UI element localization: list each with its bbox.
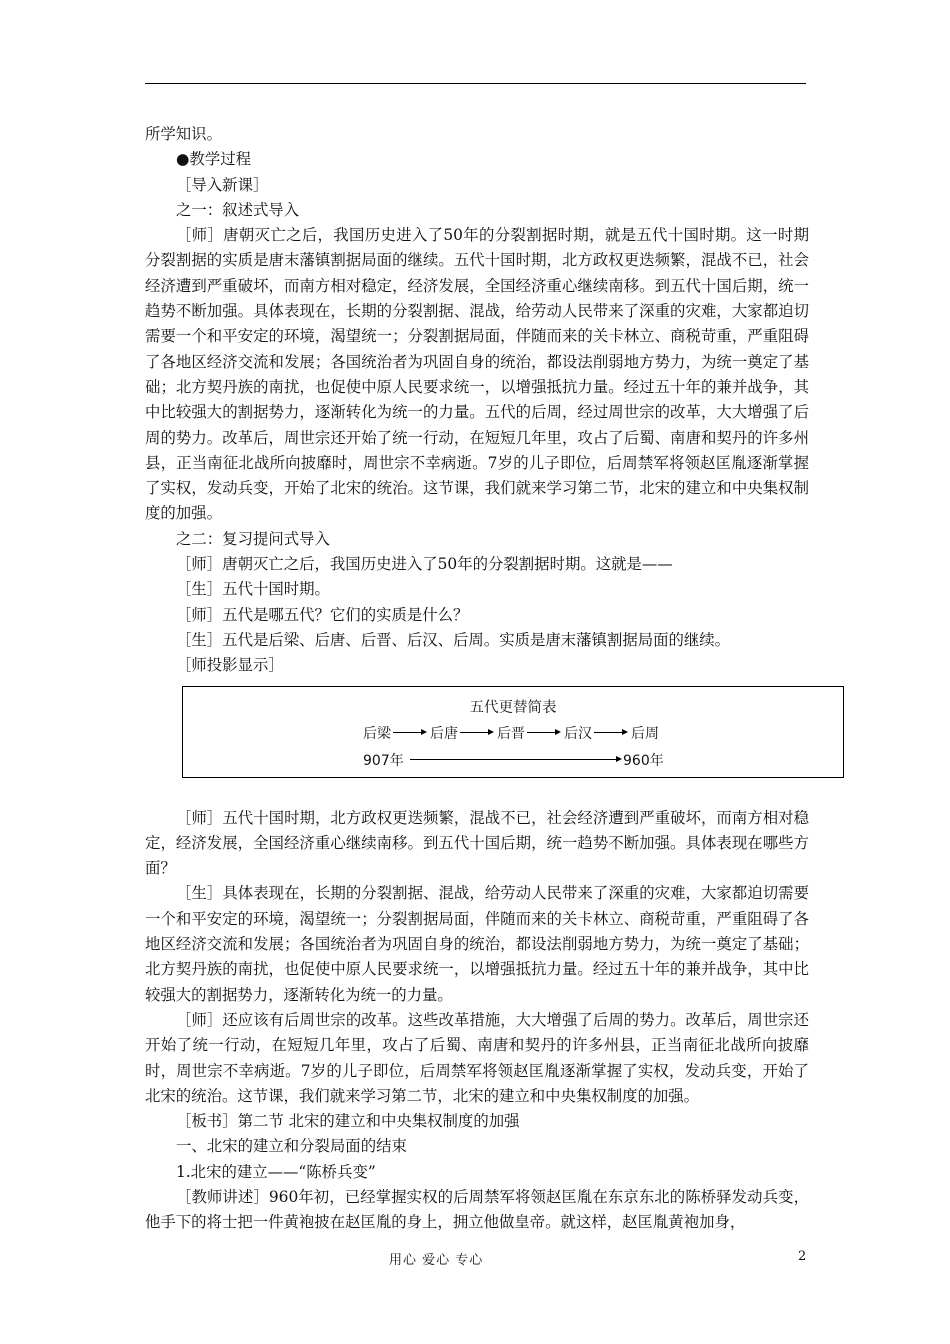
dynasty-succession-table: [182, 686, 844, 778]
paragraph: ［生］五代是后梁、后唐、后晋、后汉、后周。实质是唐末藩镇割据局面的继续。: [176, 630, 731, 649]
succession-arrow: [460, 732, 492, 733]
paragraph: ［师］唐朝灭亡之后，我国历史进入了50年的分裂割据时期。这就是——: [176, 555, 673, 574]
paragraph: 一、北宋的建立和分裂局面的结束: [176, 1137, 407, 1156]
dynasty-label: 后汉: [564, 725, 592, 742]
paragraph: ［师］唐朝灭亡之后，我国历史进入了50年的分裂割据时期，就是五代十国时期。这一时期分裂割据的实质是唐末藩镇割据局面的继续。五代十国时期，北方政权更迭频繁，混战不已，社会经济遭到严重破坏，而南方相对稳定，经济发展，全国经济重心继续南移。到五代十国后期，统一趋势不断加强。具体表现在，长期的分裂割据、混战，给劳动人民带来了深重的灾难，大家都迫切需要一个和平安定的环境，渴望统一；分裂割据局面，伴随而来的关卡林立、商税苛重，严重阻碍了各地区经济交流和发展；各国统治者为巩固自身的统治，都设法削弱地方势力，为统一奠定了基础；北方契丹族的南扰，也促使中原人民要求统一，以增强抵抗力量。经过五十年的兼并战争，其中比较强大的割据势力，逐渐转化为统一的力量。五代的后周，经过周世宗的改革，大大增强了后周的势力。改革后，周世宗还开始了统一行动，在短短几年里，攻占了后蜀、南唐和契丹的许多州县，正当南征北战所向披靡时，周世宗不幸病逝。7岁的儿子即位，后周禁军将领赵匡胤逐渐掌握了实权，发动兵变，开始了北宋的统治。这节课，我们就来学习第二节，北宋的建立和中央集权制度的加强。: [145, 226, 809, 523]
succession-arrow: [594, 732, 626, 733]
timeline-arrow: [410, 759, 620, 760]
paragraph: 之一：叙述式导入: [176, 200, 300, 219]
paragraph: 所学知识。: [145, 125, 222, 143]
paragraph: ［生］五代十国时期。: [176, 580, 330, 599]
footer-text: 用心 爱心 专心: [389, 1253, 484, 1268]
end-year: 960年: [623, 752, 664, 769]
dynasty-table-wrapper: [182, 686, 809, 779]
paragraph: ●教学过程: [176, 150, 251, 169]
paragraph: ［师投影显示］: [176, 656, 284, 675]
paragraphs-after-table: [145, 806, 809, 1236]
dynasty-label: 后梁: [363, 725, 391, 742]
paragraph: ［板书］第二节 北宋的建立和中央集权制度的加强: [176, 1112, 520, 1131]
paragraph: ［导入新课］: [176, 175, 269, 194]
paragraph: ［教师讲述］960年初，已经掌握实权的后周禁军将领赵匡胤在东京东北的陈桥驿发动兵变，他手下的将士把一件黄袍披在赵匡胤的身上，拥立他做皇帝。就这样，赵匡胤黄袍加身，: [145, 1187, 809, 1232]
header-rule: [145, 83, 806, 84]
paragraph: ［师］还应该有后周世宗的改革。这些改革措施，大大增强了后周的势力。改革后，周世宗还开始了统一行动，在短短几年里，攻占了后蜀、南唐和契丹的许多州县，正当南征北战所向披靡时，周世宗不幸病逝。7岁的儿子即位，后周禁军将领赵匡胤逐渐掌握了实权，发动兵变，开始了北宋的统治。这节课，我们就来学习第二节，北宋的建立和中央集权制度的加强。: [145, 1010, 809, 1105]
succession-arrow: [527, 732, 559, 733]
dynasty-label: 后周: [631, 725, 659, 742]
paragraph: ［生］具体表现在，长期的分裂割据、混战，给劳动人民带来了深重的灾难，大家都迫切需要一个和平安定的环境，渴望统一；分裂割据局面，伴随而来的关卡林立、商税苛重，严重阻碍了各地区经济交流和发展；各国统治者为巩固自身的统治，都设法削弱地方势力，为统一奠定了基础；北方契丹族的南扰，也促使中原人民要求统一，以增强抵抗力量。经过五十年的兼并战争，其中比较强大的割据势力，逐渐转化为统一的力量。: [145, 884, 809, 1004]
paragraphs-before-table: [145, 122, 809, 679]
document-body: [145, 122, 809, 1236]
paragraph: ［师］五代是哪五代？它们的实质是什么？: [176, 605, 469, 624]
paragraph: ［师］五代十国时期，北方政权更迭频繁，混战不已，社会经济遭到严重破坏，而南方相对稳定，经济发展，全国经济重心继续南移。到五代十国后期，统一趋势不断加强。具体表现在哪些方面？: [145, 808, 809, 878]
paragraph: 1.北宋的建立——“陈桥兵变”: [176, 1162, 376, 1181]
dynasty-label: 后唐: [430, 725, 458, 742]
dynasty-label: 后晋: [497, 725, 525, 742]
succession-arrow: [393, 732, 425, 733]
paragraph: 之二：复习提问式导入: [176, 529, 330, 548]
start-year: 907年: [363, 752, 404, 769]
table-title: 五代更替简表: [469, 699, 557, 716]
page-number: 2: [798, 1249, 807, 1264]
